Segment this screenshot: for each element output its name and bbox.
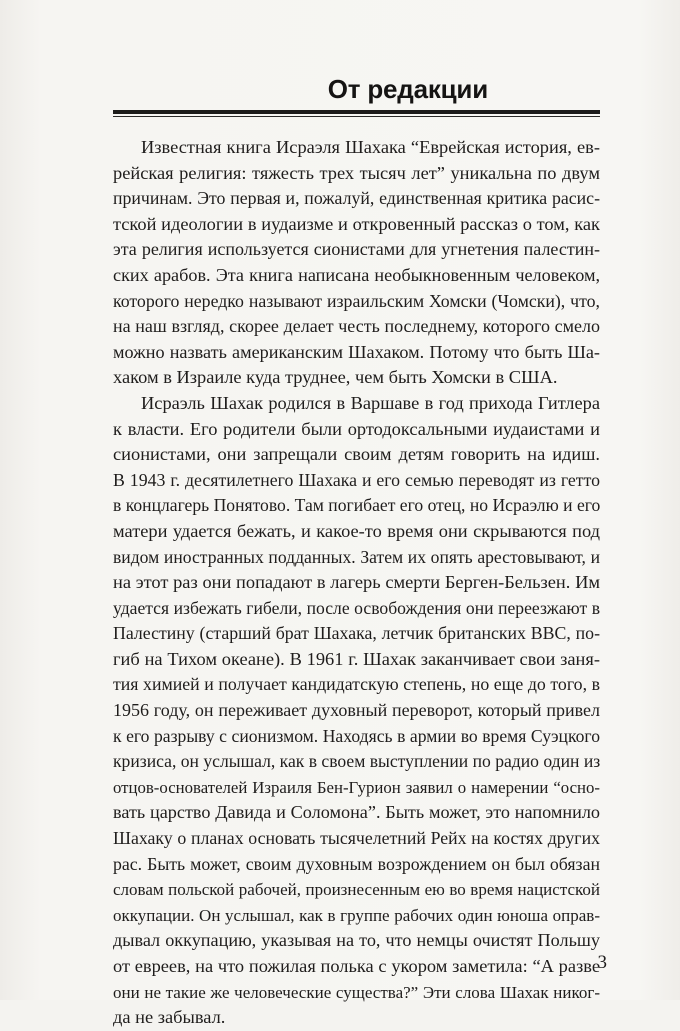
text-line: ских арабов. Эта книга написана необыкновенным человеком, xyxy=(113,264,600,285)
text-line: к его разрыву с сионизмом. Находясь в армии во время Суэцкого xyxy=(113,725,600,746)
text-line: эта религия используется сионистами для угнетения палестин- xyxy=(113,239,600,260)
title-rule-thick xyxy=(113,110,600,114)
text-line: видом иностранных подданных. Затем их опять арестовывают, и xyxy=(113,546,600,567)
text-line: да не забывал. xyxy=(113,1007,226,1028)
text-line: хаком в Израиле куда труднее, чем быть Хомски в США. xyxy=(113,367,558,388)
text-line: словам польской рабочей, произнесенным ею во время нацистской xyxy=(113,880,600,900)
paragraph-2 xyxy=(113,391,600,1031)
text-line: дывал оккупацию, указывая на то, что немцы очистят Польшу xyxy=(113,930,600,951)
text-line: 1956 году, он переживает духовный переворот, который привел xyxy=(113,700,600,721)
text-line: Палестину (старший брат Шахака, летчик британских ВВС, по- xyxy=(113,623,600,644)
text-line: рейская религия: тяжесть трех тысяч лет” уникальна по двум xyxy=(113,162,600,183)
text-line: сионистами, они запрещали своим детям говорить на идиш. xyxy=(113,444,600,465)
text-line: на этот раз они попадают в лагерь смерти Берген-Бельзен. Им xyxy=(113,572,600,593)
title-rule-thin xyxy=(113,116,600,117)
text-line: матери удается бежать, и какое-то время они скрываются под xyxy=(113,520,600,541)
text-line: на наш взгляд, скорее делает честь последнему, которого смело xyxy=(113,316,600,337)
body-text xyxy=(113,135,600,1031)
text-line: оккупации. Он услышал, как в группе рабочих один юноша оправ- xyxy=(113,905,600,925)
text-line: кризиса, он услышал, как в своем выступлении по радио один из xyxy=(113,751,601,772)
page-number: 3 xyxy=(597,952,607,973)
text-line: гиб на Тихом океане). В 1961 г. Шахак заканчивает свои заня- xyxy=(113,648,600,669)
text-line: которого нередко называют израильским Хомски (Чомски), что, xyxy=(113,290,600,311)
text-line: Шахаку о планах основать тысячелетний Рейх на костях других xyxy=(113,828,600,849)
text-line: вать царство Давида и Соломона”. Быть может, это напомнило xyxy=(113,802,600,823)
section-header xyxy=(113,70,600,122)
text-line: В 1943 г. десятилетнего Шахака и его семью переводят из гетто xyxy=(113,469,600,490)
text-line: отцов-основателей Израиля Бен-Гурион заявил о намерении “осно- xyxy=(113,777,600,797)
text-line: они не такие же человеческие существа?” Эти слова Шахак никог- xyxy=(113,982,600,1002)
text-line: можно назвать американским Шахаком. Потому что быть Ша- xyxy=(113,341,600,362)
text-line: тия химией и получает кандидатскую степень, но еще до того, в xyxy=(113,674,600,695)
text-line: к власти. Его родители были ортодоксальными иудаистами и xyxy=(113,418,600,439)
text-line: удается избежать гибели, после освобождения они переезжают в xyxy=(113,597,600,618)
text-line: причинам. Это первая и, пожалуй, единственная критика расис- xyxy=(113,188,600,209)
paragraph-1 xyxy=(113,135,600,391)
section-title: От редакции xyxy=(327,74,488,104)
text-line: Известная книга Исраэля Шахака “Еврейская история, ев- xyxy=(141,137,600,157)
text-line: рас. Быть может, своим духовным возрождением он был обязан xyxy=(113,853,600,874)
text-line: от евреев, на что пожилая полька с укором заметила: “А разве xyxy=(113,956,600,976)
text-line: Исраэль Шахак родился в Варшаве в год прихода Гитлера xyxy=(141,392,600,413)
text-line: в концлагерь Понятово. Там погибает его отец, но Исраэлю и его xyxy=(113,495,601,516)
text-line: тской идеологии в иудаизме и откровенный рассказ о том, как xyxy=(113,213,600,234)
